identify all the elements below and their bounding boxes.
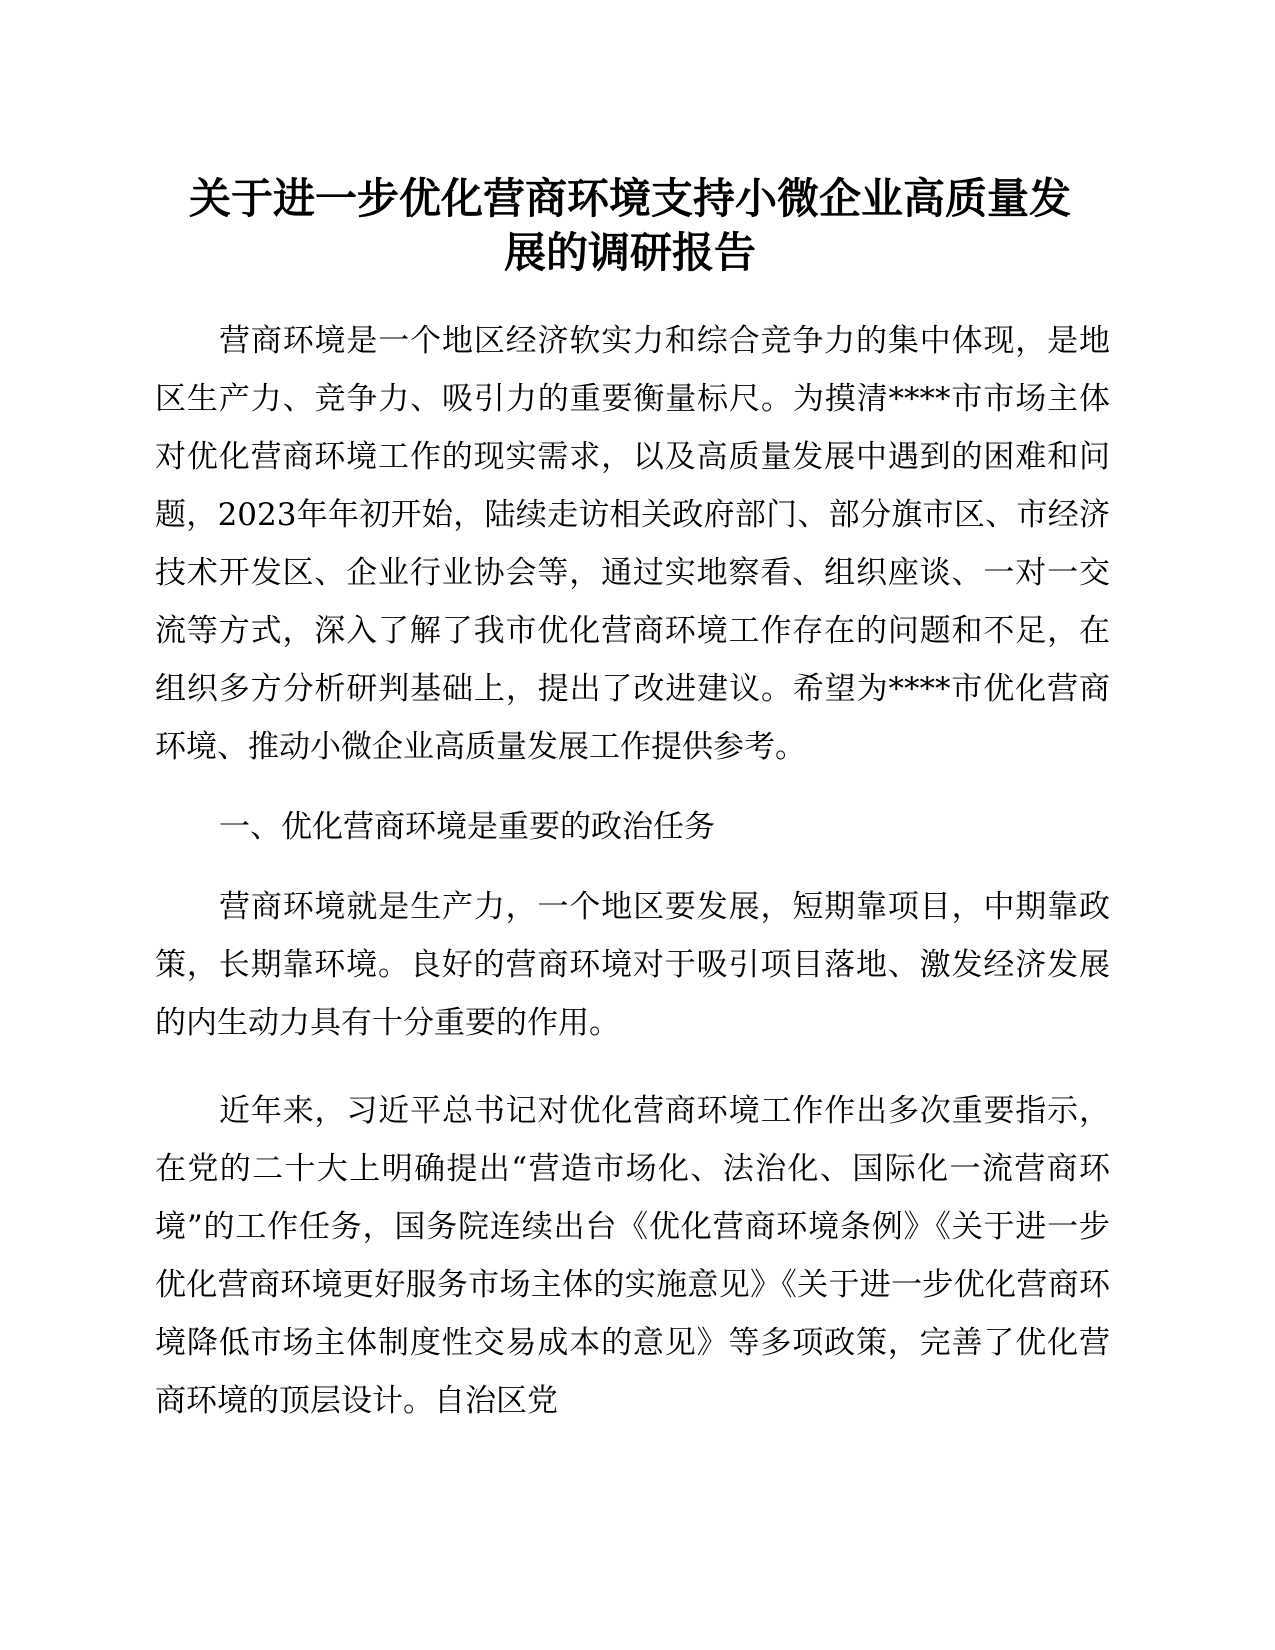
section-heading: 一、优化营商环境是重要的政治任务 (219, 809, 715, 845)
document-body (155, 312, 1110, 1430)
body-paragraph: 近年来，习近平总书记对优化营商环境工作作出多次重要指示，在党的二十大上明确提出“营造市场化、法治化、国际化一流营商环境”的工作任务，国务院连续出台《优化营商环境条例》《关于进一步优化营商环境更好服务市场主体的实施意见》《关于进一步优化营商环境降低市场主体制度性交易成本的意见》等多项政策，完善了优化营商环境的顶层设计。自治区党 (155, 1093, 1110, 1419)
title-line-1: 关于进一步优化营商环境支持小微企业高质量发 (188, 174, 1071, 223)
intro-paragraph: 营商环境是一个地区经济软实力和综合竞争力的集中体现，是地区生产力、竞争力、吸引力的重要衡量标尺。为摸清****市市场主体对优化营商环境工作的现实需求，以及高质量发展中遇到的困难和问题，2023年年初开始，陆续走访相关政府部门、部分旗市区、市经济技术开发区、企业行业协会等，通过实地察看、组织座谈、一对一交流等方式，深入了解了我市优化营商环境工作存在的问题和不足，在组织多方分析研判基础上，提出了改进建议。希望为****市优化营商环境、推动小微企业高质量发展工作提供参考。 (155, 323, 1110, 765)
body-paragraph: 营商环境就是生产力，一个地区要发展，短期靠项目，中期靠政策，长期靠环境。良好的营商环境对于吸引项目落地、激发经济发展的内生动力具有十分重要的作用。 (155, 889, 1110, 1041)
title-line-2: 展的调研报告 (503, 228, 756, 277)
document-title (150, 172, 1110, 280)
